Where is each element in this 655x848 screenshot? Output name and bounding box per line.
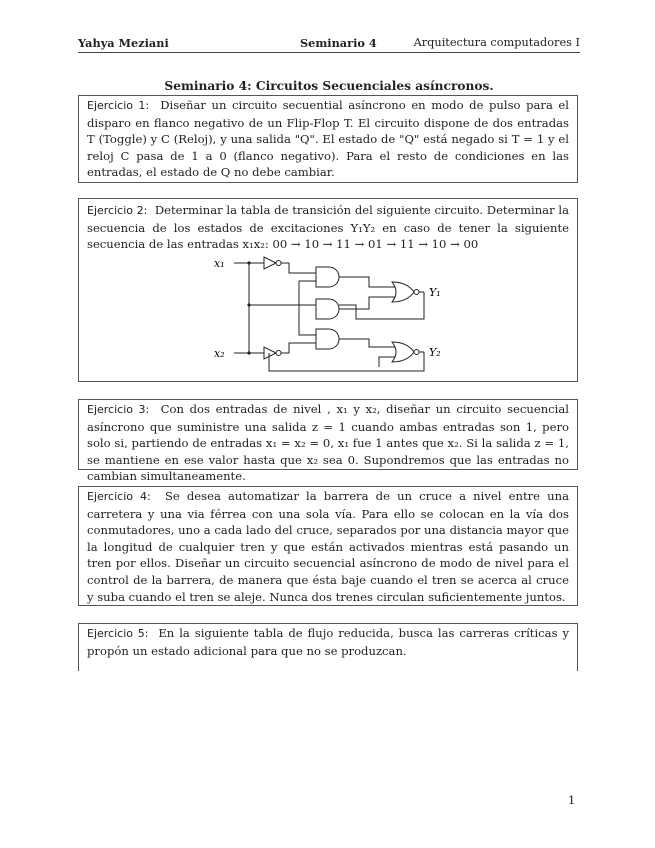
exercise-5-box xyxy=(78,623,578,671)
nor-gate-y1 xyxy=(392,282,414,302)
exercise-1-body: Diseñar un circuito secuential asíncrono en modo de pulso para el disparo en flanco negativo de un Flip-Flop T. El circuito dispone de dos entradas T (Toggle) y C (Reloj), y una salida "Q". El estado de "Q" está negado si T = 1 y el reloj C pasa de 1 a 0 (flanco negativo). Para el resto de condiciones en las entradas, el estado de Q no debe cambiar. xyxy=(87,98,569,180)
exercise-2-text xyxy=(79,202,577,253)
exercise-5-label: Ejercicio 5: xyxy=(87,627,149,640)
exercise-4-label: Ejercicio 4: xyxy=(87,490,151,503)
circuit-output-y2: Y₂ xyxy=(429,346,441,359)
header-rule xyxy=(78,52,580,53)
exercise-1-text xyxy=(79,97,577,181)
exercise-4-text xyxy=(79,488,577,605)
exercise-5-body: En la siguiente tabla de flujo reducida, busca las carreras críticas y propón un estado adicional para que no se produzcan. xyxy=(87,626,569,658)
exercise-4-body: Se desea automatizar la barrera de un cruce a nivel entre una carretera y una via férrea con una sola vía. Para ello se colocan en la vía dos conmutadores, uno a cada lado del cruce, separados por una distancia mayor que la longitud de cualquier tren y que están activados mientras está pasando un tren por ellos. Diseñar un circuito secuencial asíncrono de modo de nivel para el control de la barrera, de manera que ésta baje cuando el tren se acerca al cruce y suba cuando el tren se aleje. Nunca dos trenes circulan suficientemente juntos. xyxy=(87,489,569,604)
circuit-input-x2: x₂ xyxy=(214,347,225,360)
exercise-1-label: Ejercicio 1: xyxy=(87,99,150,112)
page-header xyxy=(78,36,580,52)
circuit-output-y1: Y₁ xyxy=(429,286,441,299)
exercise-1-box xyxy=(78,95,578,183)
exercise-2-label: Ejercicio 2: xyxy=(87,204,148,217)
circuit-input-x1: x₁ xyxy=(214,257,225,270)
exercise-3-label: Ejercicio 3: xyxy=(87,403,150,416)
exercise-3-box xyxy=(78,399,578,484)
and-gate-3 xyxy=(316,329,339,349)
exercise-5-text xyxy=(79,625,577,659)
exercise-4-box xyxy=(78,486,578,606)
page-number: 1 xyxy=(568,793,576,807)
exercise-2-box xyxy=(78,198,578,382)
page-title: Seminario 4: Circuitos Secuenciales asíncronos. xyxy=(164,79,494,93)
header-seminar: Seminario 4 xyxy=(300,36,377,50)
not-gate-2 xyxy=(264,347,276,359)
nor-gate-y2 xyxy=(392,342,414,362)
exercise-2-body: Determinar la tabla de transición del siguiente circuito. Determinar la secuencia de los estados de excitaciones Y₁Y₂ en caso de tener la siguiente secuencia de las entradas x₁x₂: 00 → 10 → 11 → 01 → 11 → 10 → 00 xyxy=(87,203,570,252)
and-gate-1 xyxy=(316,267,339,287)
not-gate-1 xyxy=(264,257,276,269)
header-course: Arquitectura computadores I xyxy=(413,36,580,49)
and-gate-2 xyxy=(316,299,339,319)
exercise-3-text xyxy=(79,401,577,485)
circuit-diagram xyxy=(209,249,449,379)
header-author: Yahya Meziani xyxy=(78,36,169,50)
exercise-3-body: Con dos entradas de nivel , x₁ y x₂, diseñar un circuito secuencial asíncrono que suministre una salida z = 1 cuando ambas entradas son 1, pero solo si, partiendo de entradas x₁ = x₂ = 0, x₁ fue 1 antes que x₂. Si la salida z = 1, se mantiene en ese valor hasta que x₂ sea 0. Supondremos que las entradas no cambian simultaneamente. xyxy=(87,402,570,484)
